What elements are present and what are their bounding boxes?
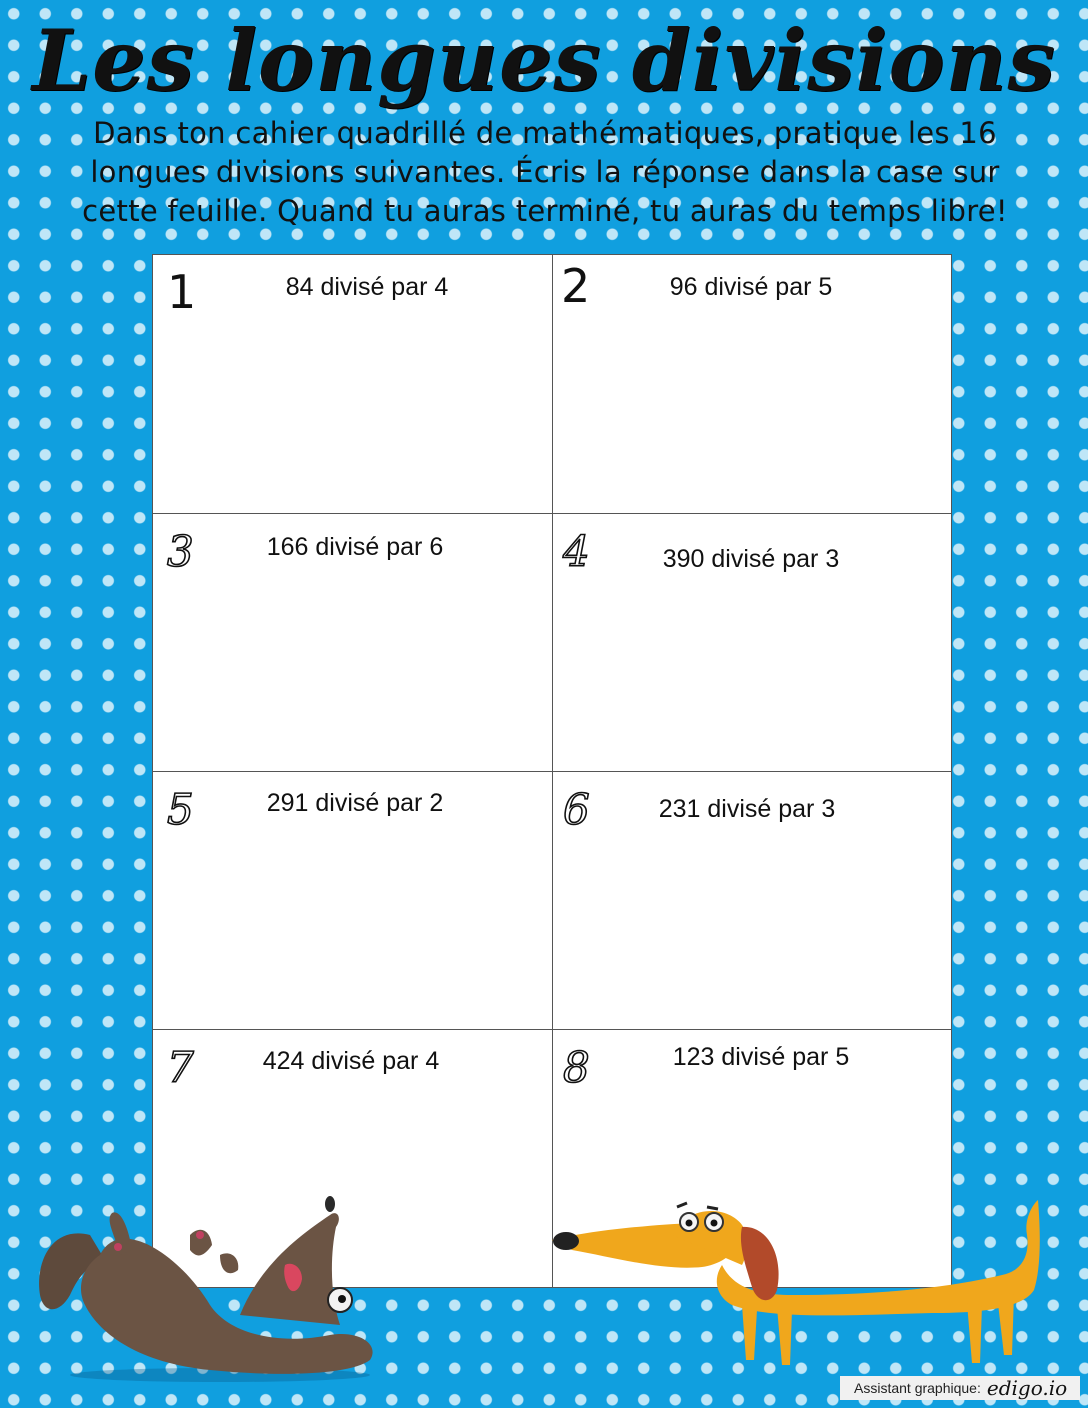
problem-text: 424 divisé par 4 (262, 1047, 440, 1075)
footer-label: Assistant graphique: (854, 1380, 981, 1396)
brown-dog-illustration (30, 1195, 410, 1385)
page-title: Les longues divisions (32, 11, 1056, 110)
problem-number: 4 (563, 527, 590, 576)
problem-box-5[interactable] (153, 771, 553, 1029)
orange-dog-illustration (552, 1195, 1042, 1370)
problem-number: 1 (167, 265, 197, 319)
brand-logo: edigo.io (986, 1376, 1068, 1400)
footer-credit[interactable] (840, 1376, 1080, 1400)
problem-number: 2 (561, 259, 591, 313)
problem-text: 123 divisé par 5 (672, 1043, 850, 1071)
problem-box-1[interactable] (153, 255, 553, 513)
problem-box-4[interactable] (553, 513, 953, 771)
problem-number: 7 (167, 1043, 194, 1092)
problem-text: 166 divisé par 6 (266, 533, 444, 561)
problems-grid (152, 254, 952, 1288)
problem-text: 84 divisé par 4 (285, 273, 449, 301)
problem-number: 5 (167, 785, 194, 834)
problem-text: 231 divisé par 3 (658, 795, 836, 823)
problem-text: 291 divisé par 2 (266, 789, 444, 817)
problem-box-3[interactable] (153, 513, 553, 771)
problem-number: 8 (563, 1043, 590, 1092)
problem-number: 6 (563, 785, 590, 834)
problem-text: 390 divisé par 3 (662, 545, 840, 573)
problem-number: 3 (167, 527, 194, 576)
instructions-text: Dans ton cahier quadrillé de mathématiques, pratique les 16 longues divisions suivantes. Écris la réponse dans la case sur cette feuille. Quand tu auras terminé, tu auras du temps libre! (82, 116, 1008, 228)
problem-box-6[interactable] (553, 771, 953, 1029)
problem-box-2[interactable] (553, 255, 953, 513)
problem-text: 96 divisé par 5 (669, 273, 833, 301)
